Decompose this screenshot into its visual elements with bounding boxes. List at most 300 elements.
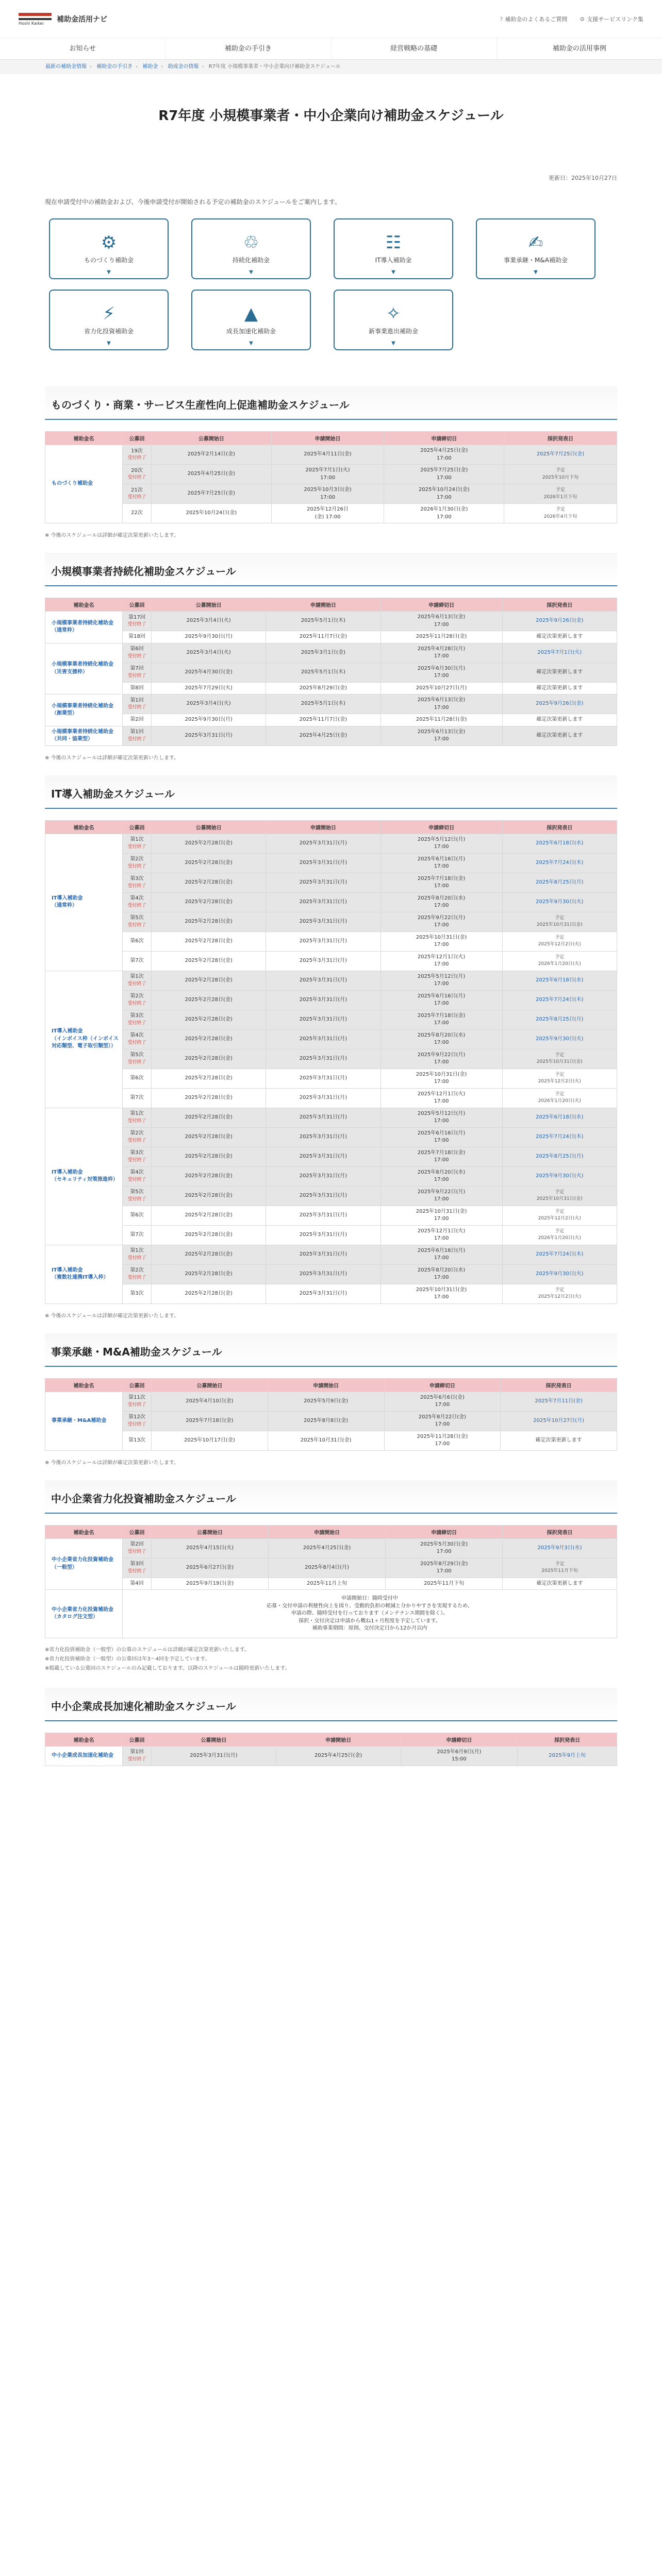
subsidy-name-link[interactable]: 中小企業省力化投資補助金 （カタログ注文型）: [45, 1590, 123, 1638]
date-cell: 2025年8月20日(水) 17:00: [380, 1029, 502, 1049]
subsidy-name-link[interactable]: 事業承継・M&A補助金: [45, 1392, 123, 1450]
column-header: 申請締切日: [384, 432, 504, 445]
date-cell: 2025年10月31日(金) 17:00: [380, 1206, 502, 1225]
status-badge: 受付終了: [127, 903, 146, 908]
subsidy-name-link[interactable]: IT導入補助金 （インボイス枠（インボイス対応類型、電子取引類型））: [45, 971, 123, 1108]
adoption-date-cell[interactable]: 2025年9月3日(水): [503, 1538, 617, 1558]
table-row: [45, 1029, 617, 1049]
date-cell: 2025年2月28日(金): [152, 1166, 266, 1186]
gear-icon: ⚙: [101, 232, 117, 253]
nav-cases[interactable]: 補助金の活用事例: [552, 45, 606, 53]
date-cell: 2025年2月28日(金): [152, 834, 266, 853]
adoption-date-cell: 確定次第更新します: [502, 631, 617, 643]
breadcrumb-item[interactable]: 最新の補助金情報: [45, 64, 87, 70]
table-row: [45, 1264, 617, 1284]
status-badge: 受付終了: [127, 1402, 146, 1408]
table-header-row: [45, 820, 617, 834]
table-row: [45, 726, 617, 745]
date-cell: 2025年9月22日(月) 17:00: [380, 912, 502, 931]
lightning-icon: ⚡: [103, 303, 115, 324]
date-cell: 2025年9月30日(月): [152, 714, 266, 726]
date-cell: 2025年3月31日(月): [266, 853, 380, 873]
card-monodukuri[interactable]: ⚙ ものづくり補助金 ▼: [49, 218, 169, 279]
table-row: [45, 1431, 617, 1450]
schedule-section: [45, 1333, 617, 1466]
adoption-date-cell: 予定 2025年12月2日(火): [502, 1284, 617, 1303]
round-cell: 第4回: [123, 1578, 152, 1590]
column-header: 公募開始日: [152, 820, 266, 834]
column-header: 公募開始日: [152, 1378, 268, 1392]
date-cell: 2025年3月31日(月): [266, 1245, 380, 1264]
round-cell: 第11次 受付終了: [123, 1392, 152, 1411]
date-cell: 2025年2月28日(金): [152, 971, 266, 990]
table-row: [45, 682, 617, 694]
round-cell: 第1回 受付終了: [123, 694, 152, 714]
table-row: [45, 1186, 617, 1206]
table-row: [45, 643, 617, 663]
column-header: 申請開始日: [266, 820, 380, 834]
date-cell: 2025年11月28日(金): [380, 631, 502, 643]
date-cell: 2025年8月20日(水) 17:00: [380, 1166, 502, 1186]
date-cell: 2025年8月4日(月): [269, 1558, 386, 1578]
round-cell: 第1次 受付終了: [123, 834, 152, 853]
status-badge: 受付終了: [127, 883, 146, 889]
table-row: [45, 1206, 617, 1225]
status-badge: 受付終了: [127, 922, 146, 928]
subsidy-name-link[interactable]: 小規模事業者持続化補助金 （災害支援枠）: [45, 643, 123, 694]
subsidy-name-link[interactable]: 小規模事業者持続化補助金 （創業型）: [45, 694, 123, 726]
table-row: [45, 612, 617, 631]
section-notes: ※省力化投資補助金（一般型）の公募のスケジュールは詳細が確定次第更新いたします。 ※省力化投資補助金（一般型）の公募回は年3〜4回を予定しています。 ※掲載している公募回のスケジュールのみ記載しております。以降のスケジュールは随時更新いたします。: [45, 1647, 290, 1671]
table-row: [45, 1392, 617, 1411]
date-cell: 2025年2月28日(金): [152, 1029, 266, 1049]
date-cell: 2025年9月19日(金): [152, 1578, 269, 1590]
schedule-table: [45, 598, 617, 746]
status-badge: 受付終了: [127, 863, 146, 869]
date-cell: 2025年6月13日(金) 17:00: [380, 612, 502, 631]
schedule-section: [45, 386, 617, 538]
date-cell: 2025年7月18日(金) 17:00: [380, 1147, 502, 1166]
status-badge: 受付終了: [127, 1040, 146, 1045]
column-header: 補助金名: [45, 820, 123, 834]
date-cell: 2025年3月31日(月): [266, 1186, 380, 1206]
column-header: 公募回: [123, 1525, 152, 1538]
section-heading: 小規模事業者持続化補助金スケジュール: [45, 553, 617, 586]
table-header-row: [45, 1525, 617, 1538]
round-cell: 第17回 受付終了: [123, 612, 152, 631]
date-cell: 2025年3月4日(火): [152, 612, 266, 631]
column-header: 公募開始日: [152, 598, 266, 612]
date-cell: 2025年7月18日(金) 17:00: [380, 873, 502, 892]
adoption-date-cell[interactable]: 2025年6月18日(水): [502, 971, 617, 990]
table-row: [45, 694, 617, 714]
round-cell: 第7次: [123, 951, 152, 971]
table-row: [45, 912, 617, 931]
date-cell: 2025年6月16日(月) 17:00: [380, 1127, 502, 1147]
date-cell: 2025年3月31日(月): [266, 1264, 380, 1284]
date-cell: 2025年3月31日(月): [266, 892, 380, 912]
subsidy-name-link[interactable]: 中小企業省力化投資補助金 （一般型）: [45, 1538, 123, 1590]
date-cell: 2025年2月28日(金): [152, 892, 266, 912]
column-header: 採択発表日: [503, 1525, 617, 1538]
card-shinjigyo[interactable]: ✧ 新事業進出補助金 ▼: [334, 290, 453, 350]
adoption-date-cell[interactable]: 2025年9月26日(金): [502, 612, 617, 631]
date-cell: 2025年10月31日(金): [268, 1431, 384, 1450]
date-cell: 2025年8月20日(水) 17:00: [380, 892, 502, 912]
section-shoryoku: [45, 1480, 617, 1673]
subsidy-name-link[interactable]: 小規模事業者持続化補助金 （通常枠）: [45, 612, 123, 643]
status-badge: 受付終了: [127, 981, 146, 987]
subsidy-name-link[interactable]: ものづくり補助金: [45, 445, 123, 523]
round-cell: 第2回: [123, 714, 152, 726]
date-cell: 2025年2月28日(金): [152, 1186, 266, 1206]
status-badge: 受付終了: [127, 1549, 146, 1554]
section-heading: 中小企業成長加速化補助金スケジュール: [45, 1688, 617, 1721]
date-cell: 2025年3月31日(月): [266, 1049, 380, 1069]
breadcrumb-item[interactable]: 補助金: [142, 64, 158, 70]
round-cell: 第3次 受付終了: [123, 873, 152, 892]
subsidy-name-link[interactable]: IT導入補助金 （通常枠）: [45, 834, 123, 971]
round-cell: 第2次 受付終了: [123, 853, 152, 873]
status-badge: 受付終了: [127, 1177, 146, 1182]
subsidy-name-link[interactable]: IT導入補助金 （複数社連携IT導入枠）: [45, 1245, 123, 1303]
card-it[interactable]: ☷ IT導入補助金 ▼: [334, 218, 453, 279]
table-row: [45, 1558, 617, 1578]
table-header-row: [45, 432, 617, 445]
subsidy-name-link[interactable]: 小規模事業者持続化補助金 （共同・協業型）: [45, 726, 123, 745]
breadcrumb-item[interactable]: 補助金の手引き: [96, 64, 133, 70]
question-icon: ?: [500, 15, 503, 23]
column-header: 採択発表日: [502, 820, 617, 834]
status-badge: 受付終了: [127, 495, 146, 500]
table-row: [45, 931, 617, 951]
status-badge: 受付終了: [127, 1001, 146, 1006]
date-cell: 2025年5月12日(月) 17:00: [380, 1108, 502, 1127]
column-header: 補助金名: [45, 1525, 123, 1538]
date-cell: 2025年2月28日(金): [152, 873, 266, 892]
date-cell: 2025年7月29日(火): [152, 682, 266, 694]
adoption-date-cell[interactable]: 2025年9月30日(火): [502, 1166, 617, 1186]
chevron-down-icon: ▼: [391, 341, 395, 346]
adoption-date-cell[interactable]: 2025年6月18日(水): [502, 834, 617, 853]
schedule-section: [45, 775, 617, 1319]
section-heading: 事業承継・M&A補助金スケジュール: [45, 1333, 617, 1367]
table-row: [45, 834, 617, 853]
date-cell: 2025年3月31日(月): [266, 1147, 380, 1166]
support-links-link[interactable]: ⚙ 支援サービスリンク集: [580, 15, 643, 23]
column-header: 公募回: [123, 1733, 152, 1746]
column-header: 申請締切日: [386, 1525, 503, 1538]
nav-strategy[interactable]: 経営戦略の基礎: [332, 38, 497, 59]
adoption-date-cell: 予定 2025年10月下旬: [504, 465, 617, 484]
adoption-date-cell: 予定 2026年1月20日(火): [502, 1088, 617, 1108]
adoption-date-cell: 予定 2025年12月2日(火): [502, 931, 617, 951]
date-cell: 2025年6月27日(金): [152, 1558, 269, 1578]
table-row: [45, 1166, 617, 1186]
date-cell: 2025年3月31日(月): [266, 1225, 380, 1245]
adoption-date-cell[interactable]: 2025年7月25日(金): [504, 445, 617, 465]
adoption-date-cell: 予定 2025年12月2日(火): [502, 1206, 617, 1225]
round-cell: 19次 受付終了: [123, 445, 152, 465]
nav-news[interactable]: お知らせ: [0, 38, 166, 59]
intro-text: 現在申請受付中の補助金および、今後申請受付が開始される予定の補助金のスケジュールをご案内します。: [45, 198, 341, 206]
date-cell: 2025年5月1日(木): [266, 694, 380, 714]
date-cell: 2025年2月28日(金): [152, 951, 266, 971]
status-badge: 受付終了: [127, 844, 146, 850]
date-cell: 2025年3月31日(月): [266, 1069, 380, 1088]
round-cell: 第5次 受付終了: [123, 1049, 152, 1069]
column-header: 採択発表日: [518, 1733, 617, 1746]
table-row: [45, 1225, 617, 1245]
adoption-date-cell[interactable]: 2025年9月30日(火): [502, 892, 617, 912]
adoption-date-cell: 予定 2025年12月2日(火): [502, 1069, 617, 1088]
date-cell: 2025年5月30日(金) 17:00: [386, 1538, 503, 1558]
status-badge: 受付終了: [127, 1196, 146, 1202]
date-cell: 2025年2月28日(金): [152, 1284, 266, 1303]
status-badge: 受付終了: [127, 653, 146, 659]
status-badge: 受付終了: [127, 1157, 146, 1163]
round-cell: 第3回 受付終了: [123, 1558, 152, 1578]
date-cell: 2025年6月13日(金) 17:00: [380, 694, 502, 714]
status-badge: 受付終了: [127, 475, 146, 481]
adoption-date-cell[interactable]: 2025年9月30日(火): [502, 1264, 617, 1284]
status-badge: 受付終了: [127, 1255, 146, 1261]
adoption-date-cell: 確定次第更新します: [502, 663, 617, 682]
date-cell: 2025年6月9日(月) 15:00: [401, 1746, 518, 1766]
round-cell: 第7次: [123, 1225, 152, 1245]
round-cell: 第2回 受付終了: [123, 1538, 152, 1558]
date-cell: 2025年3月31日(月): [266, 834, 380, 853]
card-shokei[interactable]: ✍ 事業承継・M&A補助金 ▼: [476, 218, 595, 279]
date-cell: 2025年12月1日(火) 17:00: [380, 1225, 502, 1245]
chevron-down-icon: ▼: [107, 341, 111, 346]
adoption-date-cell[interactable]: 2025年7月11日(金): [501, 1392, 617, 1411]
column-header: 申請開始日: [268, 1378, 384, 1392]
date-cell: 2025年12月1日(火) 17:00: [380, 951, 502, 971]
date-cell: 2025年2月28日(金): [152, 1088, 266, 1108]
date-cell: 2025年3月31日(月): [266, 912, 380, 931]
table-row: [45, 873, 617, 892]
adoption-date-cell[interactable]: 2025年7月24日(木): [502, 1127, 617, 1147]
round-cell: 第1次 受付終了: [123, 1245, 152, 1264]
adoption-date-cell[interactable]: 2025年7月24日(木): [502, 853, 617, 873]
column-header: 公募回: [123, 598, 152, 612]
date-cell: 2025年5月12日(月) 17:00: [380, 971, 502, 990]
date-cell: 2025年3月31日(月): [266, 931, 380, 951]
sparkle-icon: ✧: [386, 303, 401, 324]
date-cell: 2025年3月31日(月): [266, 1206, 380, 1225]
card-seicho[interactable]: ▲ 成長加速化補助金 ▼: [191, 290, 311, 350]
chevron-down-icon: ▼: [249, 269, 253, 275]
date-cell: 2025年5月12日(月) 17:00: [380, 834, 502, 853]
date-cell: 2025年7月25日(金): [152, 484, 272, 504]
adoption-date-cell: 予定 2025年11月下旬: [503, 1558, 617, 1578]
adoption-date-cell[interactable]: 2025年9月上旬: [518, 1746, 617, 1766]
schedule-table: [45, 1525, 617, 1638]
column-header: 公募回: [123, 432, 152, 445]
nav-guide[interactable]: 補助金の手引き: [166, 38, 331, 59]
status-badge: 受付終了: [127, 1568, 146, 1574]
round-cell: 第6次: [123, 1069, 152, 1088]
subsidy-name-link[interactable]: IT導入補助金 （セキュリティ対策推進枠）: [45, 1108, 123, 1245]
date-cell: 2025年7月1日(火) 17:00: [271, 465, 384, 484]
round-cell: 第13次: [123, 1431, 152, 1450]
date-cell: 2025年3月31日(月): [266, 1284, 380, 1303]
date-cell: 2025年10月31日(金) 17:00: [380, 931, 502, 951]
main-nav: [0, 38, 662, 60]
growth-chart-icon: ▲: [244, 303, 258, 324]
adoption-date-cell[interactable]: 2025年9月30日(火): [502, 1029, 617, 1049]
date-cell: 2025年4月25日(金) 17:00: [384, 445, 504, 465]
adoption-date-cell: 予定 2025年10月31日(金): [502, 912, 617, 931]
adoption-date-cell: 予定 2026年1月20日(火): [502, 951, 617, 971]
adoption-date-cell[interactable]: 2025年8月25日(月): [502, 1147, 617, 1166]
catalog-description: 申請開始日：随時受付中 応募・交付申請の利便性向上を図り、受動的負担の軽減と分かりやすさを実現するため、 申請の際、随時受付を行っております（メンテナンス期間を除く）。 採択・交付決定は申請から概ね1ヶ月程度を予定しています。 補助事業期間：原則、交付決定日から12か月以内: [123, 1590, 617, 1638]
date-cell: 2025年2月28日(金): [152, 853, 266, 873]
date-cell: 2025年2月28日(金): [152, 1225, 266, 1245]
date-cell: 2025年2月28日(金): [152, 1264, 266, 1284]
breadcrumb-item[interactable]: 助成金の情報: [168, 64, 199, 70]
table-row: [45, 1578, 617, 1590]
table-row: [45, 853, 617, 873]
adoption-date-cell[interactable]: 2025年7月1日(火): [502, 643, 617, 663]
adoption-date-cell: 確定次第更新します: [501, 1431, 617, 1450]
column-header: 申請締切日: [380, 598, 502, 612]
round-cell: 第5次 受付終了: [123, 1186, 152, 1206]
computer-icon: ☷: [385, 232, 402, 253]
date-cell: 2025年2月28日(金): [152, 931, 266, 951]
table-row: [45, 445, 617, 465]
date-cell: 2025年2月28日(金): [152, 1147, 266, 1166]
date-cell: 2025年3月31日(月): [266, 1010, 380, 1029]
status-badge: 受付終了: [127, 1421, 146, 1427]
round-cell: 第1次 受付終了: [123, 1108, 152, 1127]
adoption-date-cell[interactable]: 2025年8月25日(月): [502, 1010, 617, 1029]
date-cell: 2025年2月28日(金): [152, 1245, 266, 1264]
date-cell: 2025年9月30日(月): [152, 631, 266, 643]
date-cell: 2025年3月4日(火): [152, 643, 266, 663]
table-row: [45, 1245, 617, 1264]
table-row: [45, 714, 617, 726]
adoption-date-cell: 予定 2025年10月31日(金): [502, 1049, 617, 1069]
date-cell: 2025年2月28日(金): [152, 1108, 266, 1127]
adoption-date-cell[interactable]: 2025年6月18日(水): [502, 1108, 617, 1127]
site-header: [0, 0, 662, 38]
date-cell: 2025年3月31日(月): [266, 1088, 380, 1108]
breadcrumb: 最新の補助金情報 › 補助金の手引き › 補助金 › 助成金の情報 › R7年度 小規模事業者・中小企業向け補助金スケジュール: [0, 60, 662, 74]
round-cell: 第6次: [123, 931, 152, 951]
adoption-date-cell[interactable]: 2025年7月24日(木): [502, 1245, 617, 1264]
card-shoryoku[interactable]: ⚡ 省力化投資補助金 ▼: [49, 290, 169, 350]
round-cell: 第1次 受付終了: [123, 971, 152, 990]
adoption-date-cell: 確定次第更新します: [502, 726, 617, 745]
table-row: [45, 504, 617, 523]
table-row: [45, 1147, 617, 1166]
date-cell: 2025年4月28日(月) 17:00: [380, 643, 502, 663]
date-cell: 2025年4月30日(金): [152, 663, 266, 682]
round-cell: 第1回 受付終了: [123, 726, 152, 745]
status-badge: 受付終了: [127, 1138, 146, 1143]
date-cell: 2025年5月1日(木): [266, 612, 380, 631]
section-heading: IT導入補助金スケジュール: [45, 775, 617, 809]
date-cell: 2025年10月3日(金) 17:00: [271, 484, 384, 504]
page-title: R7年度 小規模事業者・中小企業向け補助金スケジュール: [158, 108, 504, 124]
card-jizokuka[interactable]: ♲ 持続化補助金 ▼: [191, 218, 311, 279]
date-cell: 2025年11月7日(金): [266, 631, 380, 643]
chevron-down-icon: ▼: [107, 269, 111, 275]
date-cell: 2025年7月25日(金) 17:00: [384, 465, 504, 484]
status-badge: 受付終了: [127, 1756, 146, 1762]
date-cell: 2025年5月1日(木): [266, 663, 380, 682]
table-row: [45, 1010, 617, 1029]
round-cell: 第2次 受付終了: [123, 1127, 152, 1147]
date-cell: 2025年8月22日(金) 17:00: [384, 1411, 501, 1431]
status-badge: 受付終了: [127, 1059, 146, 1065]
column-header: 申請開始日: [271, 432, 384, 445]
round-cell: 第4次 受付終了: [123, 1166, 152, 1186]
column-header: 採択発表日: [502, 598, 617, 612]
round-cell: 第12次 受付終了: [123, 1411, 152, 1431]
round-cell: 第7回 受付終了: [123, 663, 152, 682]
adoption-date-cell[interactable]: 2025年10月27日(月): [501, 1411, 617, 1431]
section-heading: ものづくり・商業・サービス生産性向上促進補助金スケジュール: [45, 386, 617, 420]
round-cell: 第1回 受付終了: [123, 1746, 152, 1766]
section-note: ※ 今後のスケジュールは詳細が確定次第更新いたします。: [45, 533, 179, 538]
date-cell: 2025年7月18日(金): [152, 1411, 268, 1431]
site-logo[interactable]: [19, 12, 107, 26]
adoption-date-cell[interactable]: 2025年8月25日(月): [502, 873, 617, 892]
schedule-sections: [45, 386, 617, 1466]
status-badge: 受付終了: [127, 736, 146, 742]
date-cell: 2025年4月25日(金): [152, 465, 272, 484]
table-row: [45, 1088, 617, 1108]
date-cell: 2025年12月26日 (金) 17:00: [271, 504, 384, 523]
date-cell: 2025年4月15日(火): [152, 1538, 269, 1558]
adoption-date-cell: 確定次第更新します: [502, 682, 617, 694]
column-header: 公募回: [123, 1378, 152, 1392]
table-row: [45, 1746, 617, 1766]
round-cell: 第18回: [123, 631, 152, 643]
table-row: [45, 465, 617, 484]
date-cell: 2025年4月25日(金): [269, 1538, 386, 1558]
table-row: [45, 1411, 617, 1431]
faq-link[interactable]: ? 補助金のよくあるご質問: [500, 15, 568, 23]
date-cell: 2025年3月31日(月): [266, 873, 380, 892]
date-cell: 2025年10月31日(金) 17:00: [380, 1284, 502, 1303]
logo-mark: Hoshi Kaikei: [19, 12, 52, 26]
date-cell: 2025年3月31日(月): [266, 1127, 380, 1147]
date-cell: 2025年6月30日(月) 17:00: [380, 663, 502, 682]
date-cell: 2025年2月28日(金): [152, 1069, 266, 1088]
adoption-date-cell[interactable]: 2025年9月26日(金): [502, 694, 617, 714]
subsidy-name-link[interactable]: 中小企業成長加速化補助金: [45, 1746, 123, 1766]
date-cell: 2025年2月28日(金): [152, 1206, 266, 1225]
date-cell: 2025年3月4日(火): [152, 694, 266, 714]
table-row: [45, 1284, 617, 1303]
date-cell: 2025年2月14日(金): [152, 445, 272, 465]
date-cell: 2025年4月25日(金): [276, 1746, 401, 1766]
round-cell: 第7次: [123, 1088, 152, 1108]
adoption-date-cell[interactable]: 2025年7月24日(木): [502, 990, 617, 1010]
date-cell: 2025年4月25日(金): [266, 726, 380, 745]
date-cell: 2025年11月上旬: [269, 1578, 386, 1590]
table-header-row: [45, 1733, 617, 1746]
round-cell: 第4次 受付終了: [123, 892, 152, 912]
date-cell: 2025年6月16日(月) 17:00: [380, 853, 502, 873]
table-row: [45, 1108, 617, 1127]
column-header: 公募開始日: [152, 1733, 276, 1746]
main-content: [45, 74, 617, 1766]
